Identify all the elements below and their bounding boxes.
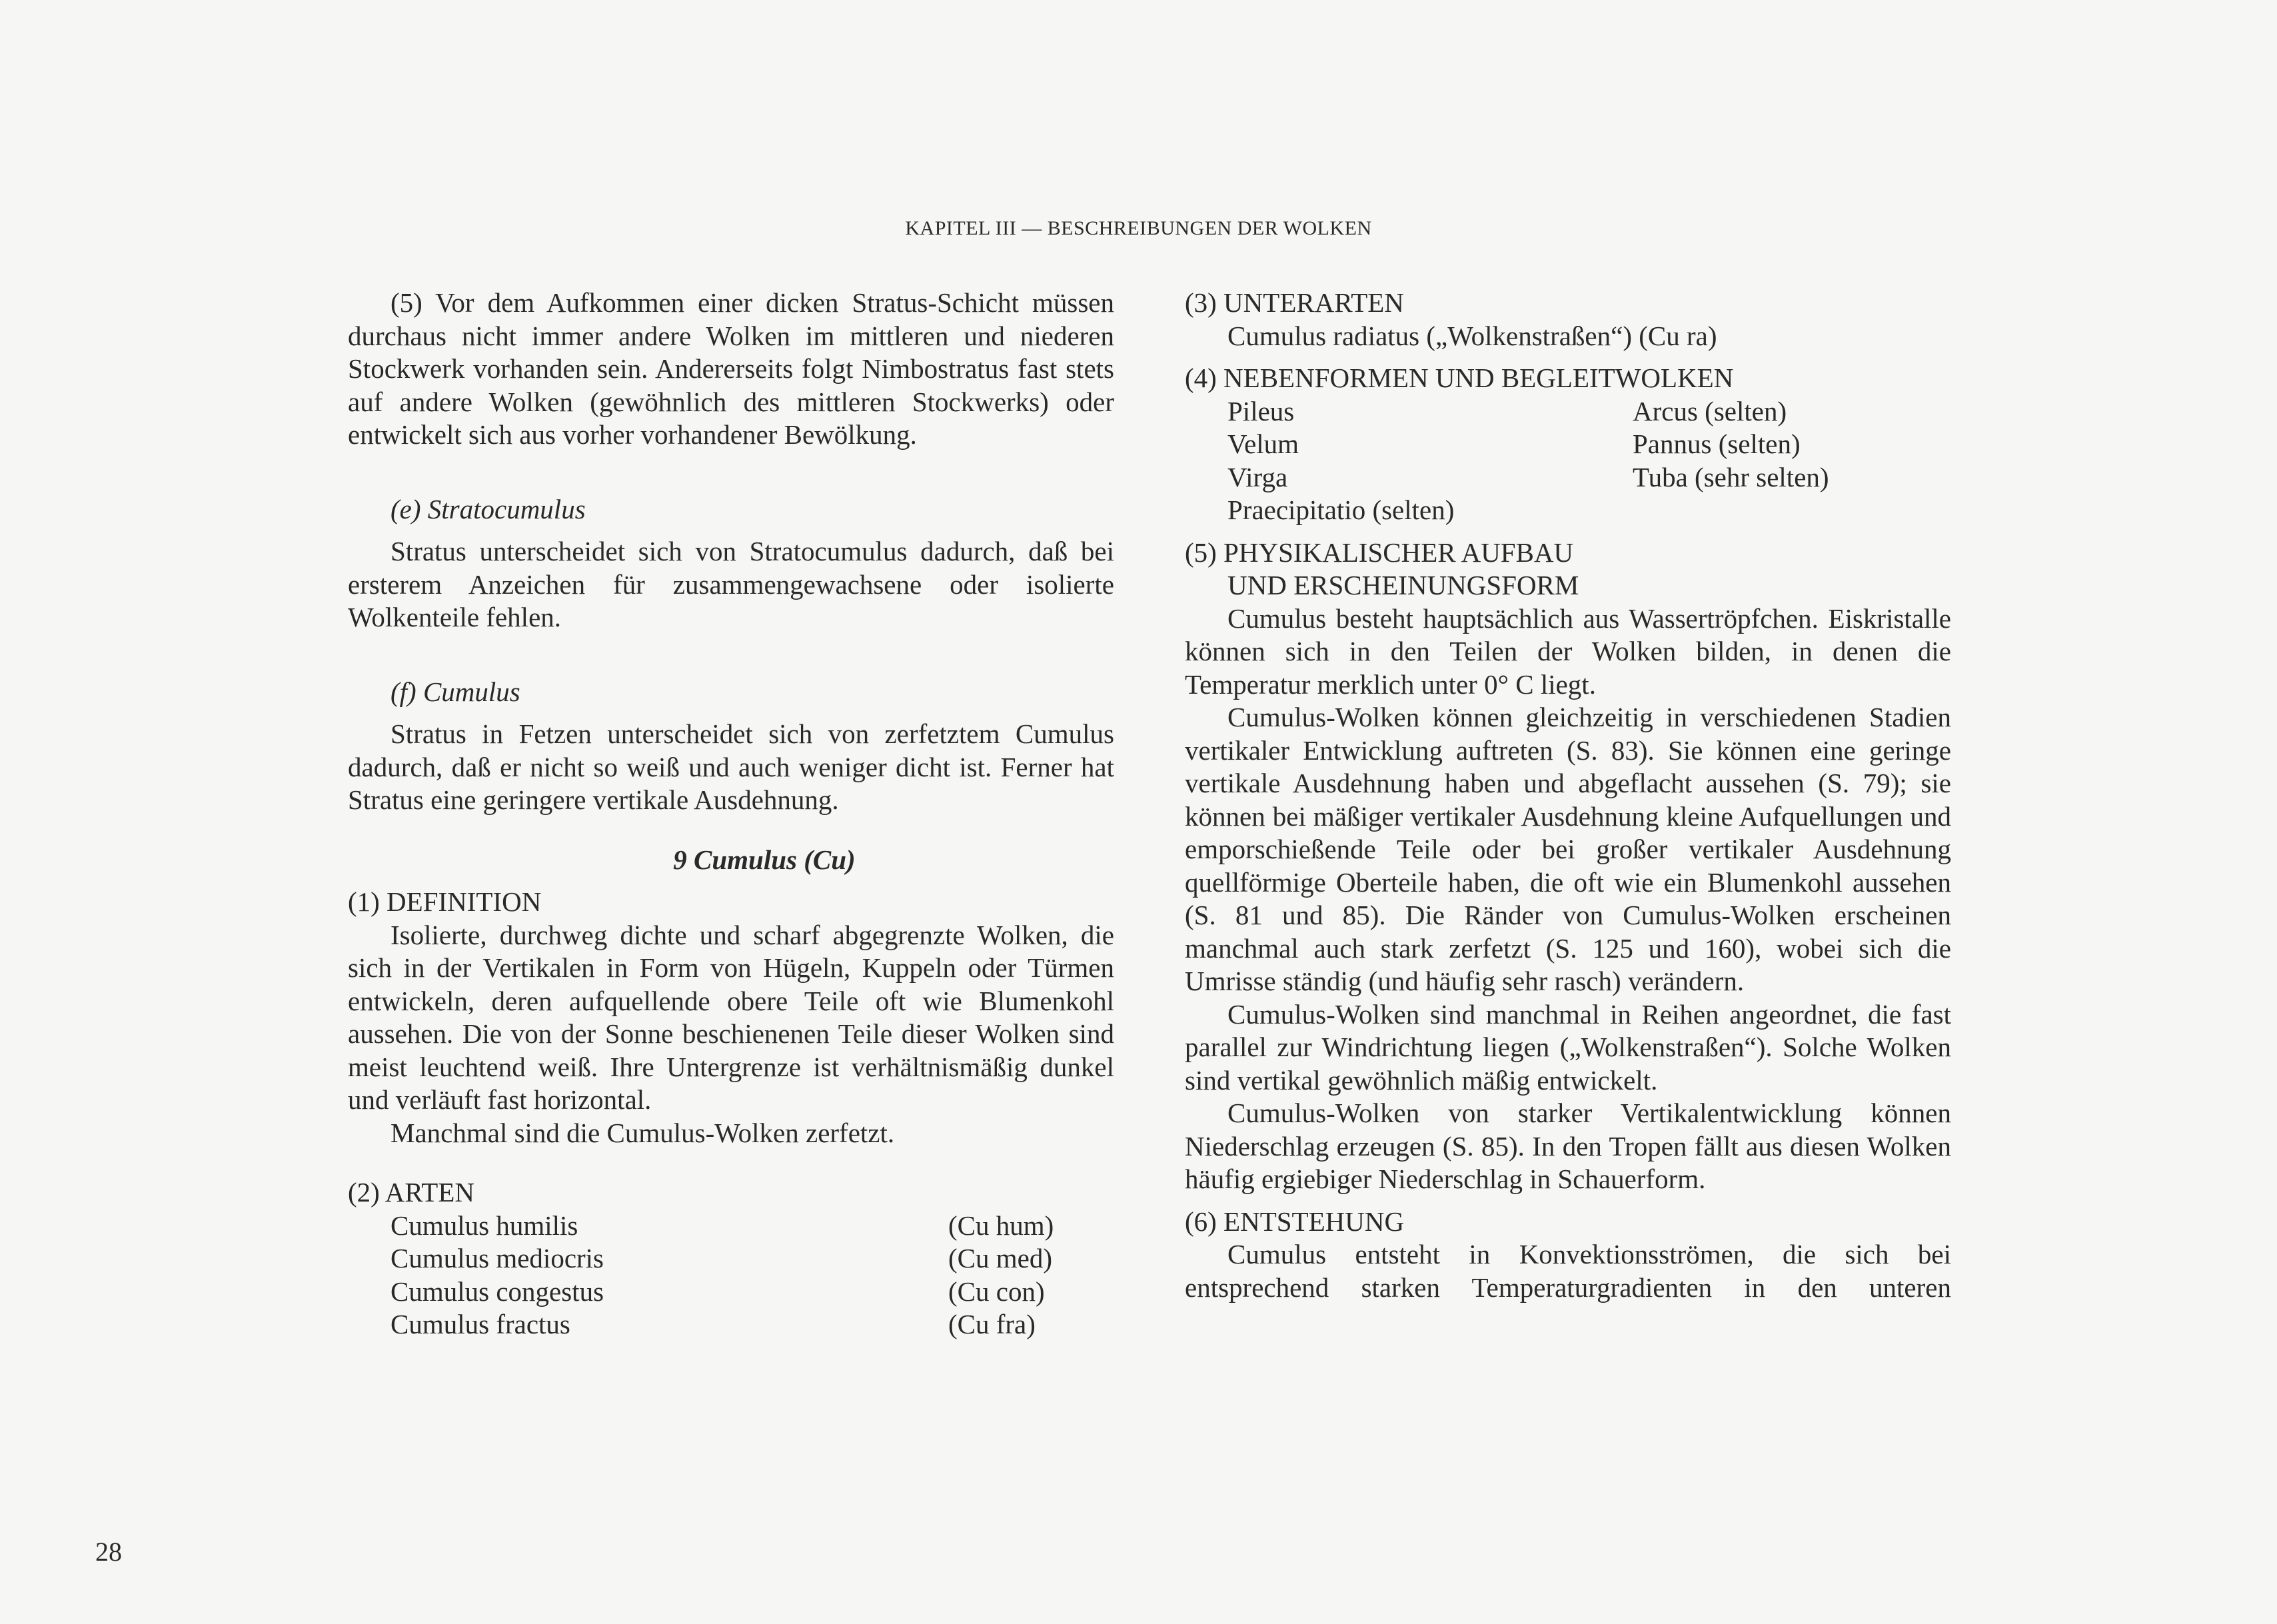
nebenformen-list <box>1185 395 1951 527</box>
chapter-title: 9 Cumulus (Cu) <box>673 844 856 875</box>
right-column <box>1185 287 1951 1304</box>
paragraph-aufbau: Cumulus-Wolken von starker Vertikalentwicklung können Niederschlag erzeugen (S. 85). In den Tropen fällt aus diesen Wolken häufig ergiebiger Niederschlag in Schauerform. <box>1185 1098 1951 1194</box>
paragraph-aufbau: Cumulus-Wolken können gleichzeitig in verschiedenen Stadien vertikaler Entwicklung auftreten (S. 83). Sie können eine geringe vertikale Ausdehnung haben und abgeflacht aussehen (S. 79); sie können bei mäßiger vertikaler Ausdehnung kleine Aufquellungen und emporschießende Teile oder bei großer vertikaler Ausdehnung quellförmige Oberteile haben, die oft wie ein Blumenkohl aussehen (S. 81 und 85). Die Ränder von Cumulus-Wolken erscheinen manchmal auch stark zerfetzt (S. 125 und 160), wobei sich die Umrisse ständig (und häufig sehr rasch) verändern. <box>1185 702 1951 996</box>
list-item <box>1227 461 1951 494</box>
species-name: Cumulus congestus <box>390 1275 604 1307</box>
list-item <box>1227 395 1951 428</box>
unterarten-text: Cumulus radiatus („Wolkenstraßen“) (Cu ra) <box>1227 320 1717 351</box>
accessory-cloud: Tuba (sehr selten) <box>1633 461 1829 492</box>
subheading-cumulus: (f) Cumulus <box>390 676 520 707</box>
accessory-cloud: Arcus (selten) <box>1633 395 1787 426</box>
paragraph-5: (5) Vor dem Aufkommen einer dicken Stratus-Schicht müssen durchaus nicht immer andere Wolken im mittleren und niederen Stockwerk vorhanden sein. Andererseits folgt Nimbostratus fast stets auf andere Wolken (gewöhnlich des mittleren Stockwerks) oder entwickelt sich aus vorher vorhandener Bewölkung. <box>348 287 1114 450</box>
list-item <box>390 1308 1114 1341</box>
list-item <box>390 1275 1114 1309</box>
paragraph-cumulus: Stratus in Fetzen unterscheidet sich von zerfetztem Cumulus dadurch, daß er nicht so weiß und auch weniger dicht ist. Ferner hat Stratus eine geringere vertikale Ausdehnung. <box>348 718 1114 815</box>
section-heading-nebenformen: (4) NEBENFORMEN UND BEGLEITWOLKEN <box>1185 363 1734 393</box>
list-item <box>1227 428 1951 461</box>
list-item <box>390 1210 1114 1243</box>
species-abbreviation: (Cu con) <box>948 1275 1045 1307</box>
accessory-cloud: Pannus (selten) <box>1633 428 1801 459</box>
paragraph-stratocumulus: Stratus unterscheidet sich von Stratocumulus dadurch, daß bei ersterem Anzeichen für zusammengewachsene oder isolierte Wolkenteile fehlen. <box>348 536 1114 632</box>
page-number: 28 <box>95 1537 122 1567</box>
section-heading-arten: (2) ARTEN <box>348 1177 474 1208</box>
paragraph-aufbau: Cumulus besteht hauptsächlich aus Wassertröpfchen. Eiskristalle können sich in den Teilen der Wolken bilden, in denen die Temperatur merklich unter 0° C liegt. <box>1185 602 1951 700</box>
paragraph-definition: Isolierte, durchweg dichte und scharf abgegrenzte Wolken, die sich in der Vertikalen in Form von Hügeln, Kuppeln oder Türmen entwickeln, deren aufquellende obere Teile oft wie Blumenkohl aussehen. Die von der Sonne beschienenen Teile dieser Wolken sind meist leuchtend weiß. Ihre Untergrenze ist verhältnismäßig dunkel und verläuft fast horizontal. <box>348 919 1114 1115</box>
species-name: Cumulus fractus <box>390 1309 570 1339</box>
accessory-cloud: Velum <box>1227 428 1299 459</box>
left-column <box>348 287 1114 1341</box>
list-item <box>1227 494 1951 527</box>
paragraph-definition-2: Manchmal sind die Cumulus-Wolken zerfetzt. <box>390 1117 895 1148</box>
arten-list <box>348 1210 1114 1341</box>
paragraph-aufbau: Cumulus-Wolken sind manchmal in Reihen angeordnet, die fast parallel zur Windrichtung liegen („Wolkenstraßen“). Solche Wolken sind vertikal gewöhnlich mäßig entwickelt. <box>1185 998 1951 1096</box>
species-abbreviation: (Cu hum) <box>948 1210 1054 1241</box>
list-item <box>390 1242 1114 1275</box>
section-heading-unterarten: (3) UNTERARTEN <box>1185 287 1404 318</box>
section-heading-entstehung: (6) ENTSTEHUNG <box>1185 1206 1405 1237</box>
subheading-stratocumulus: (e) Stratocumulus <box>390 493 586 524</box>
section-heading-definition: (1) DEFINITION <box>348 886 542 917</box>
accessory-cloud: Praecipitatio (selten) <box>1227 494 1455 525</box>
species-name: Cumulus humilis <box>390 1210 578 1241</box>
species-name: Cumulus mediocris <box>390 1243 604 1273</box>
section-heading-aufbau: (5) PHYSIKALISCHER AUFBAU <box>1185 536 1574 568</box>
section-heading-aufbau-line2: UND ERSCHEINUNGSFORM <box>1227 570 1579 600</box>
paragraph-entstehung: Cumulus entsteht in Konvektionsströmen, die sich bei entsprechend starken Temperaturgradienten in den unteren <box>1185 1239 1951 1303</box>
species-abbreviation: (Cu med) <box>948 1243 1052 1273</box>
accessory-cloud: Virga <box>1227 461 1288 492</box>
running-head: KAPITEL III — BESCHREIBUNGEN DER WOLKEN <box>905 217 1372 239</box>
species-abbreviation: (Cu fra) <box>948 1309 1036 1339</box>
accessory-cloud: Pileus <box>1227 395 1295 426</box>
